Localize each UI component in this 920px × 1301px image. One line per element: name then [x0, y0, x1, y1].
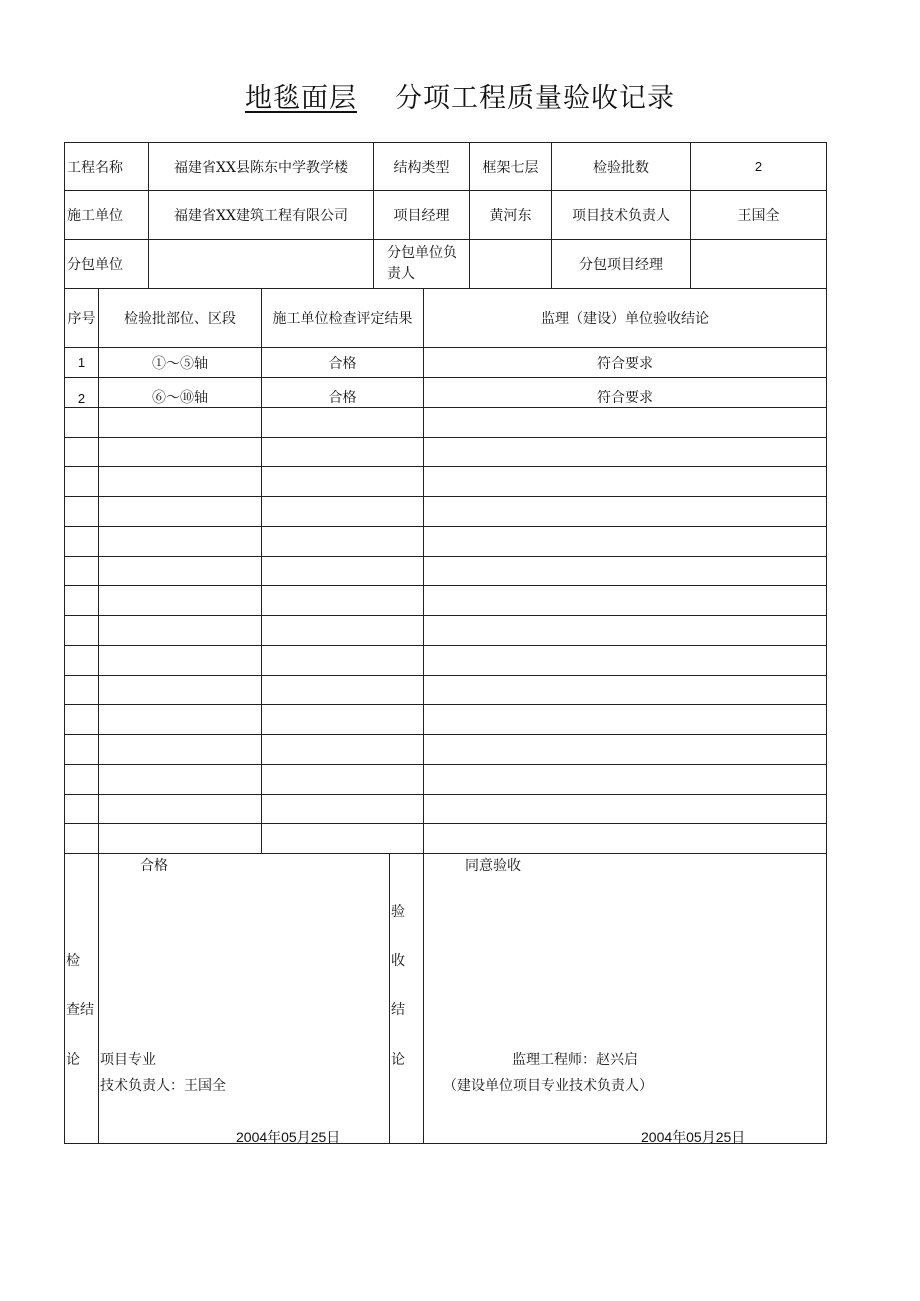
page-title	[0, 76, 920, 115]
row-conclusion: 符合要求	[597, 355, 653, 372]
rule-h	[64, 556, 827, 557]
subcontractor-label: 分包单位	[67, 257, 123, 273]
accept-date: 2004年05月25日	[641, 1129, 746, 1145]
rule-v	[423, 288, 424, 1144]
rule-h	[64, 853, 827, 854]
accept-signer-line1: 监理工程师：赵兴启	[512, 1052, 638, 1068]
title-form-name: 分项工程质量验收记录	[395, 83, 675, 114]
project-name-value: 福建省XX县陈东中学教学楼	[174, 159, 348, 176]
project-manager-value: 黄河东	[489, 208, 532, 224]
col-header-conclusion: 监理（建设）单位验收结论	[541, 311, 709, 327]
row-conclusion: 符合要求	[597, 389, 653, 406]
accept-label-char: 论	[391, 1052, 405, 1068]
check-label-char: 论	[66, 1052, 80, 1068]
row-result: 合格	[328, 389, 357, 406]
row-no: 2	[77, 391, 86, 406]
rule-v-right	[826, 142, 827, 1144]
rule-h	[64, 437, 827, 438]
check-conclusion-text: 合格	[140, 858, 168, 874]
structure-type-value: 框架七层	[482, 159, 539, 176]
subcontractor-value	[149, 240, 373, 288]
row-no: 1	[77, 355, 86, 370]
rule-h	[64, 675, 827, 676]
rule-h	[64, 764, 827, 765]
sub-manager-value	[691, 240, 826, 288]
rule-h	[64, 794, 827, 795]
accept-signer-line2: （建设单位项目专业技术负责人）	[443, 1078, 653, 1094]
sub-lead-label: 分包单位负责人	[387, 245, 457, 282]
col-header-location: 检验批部位、区段	[124, 311, 236, 327]
row-location: ⑥～⑩轴	[152, 389, 208, 406]
sub-manager-label: 分包项目经理	[579, 257, 663, 273]
project-name-label: 工程名称	[67, 159, 123, 176]
accept-label-char: 验	[391, 904, 405, 920]
batch-count-value: 2	[754, 159, 763, 174]
col-header-result: 施工单位检查评定结果	[272, 311, 413, 327]
contractor-label: 施工单位	[67, 208, 123, 224]
structure-type-label: 结构类型	[393, 159, 450, 176]
accept-label-char: 收	[391, 953, 405, 969]
rule-h	[64, 496, 827, 497]
project-manager-label: 项目经理	[393, 208, 450, 224]
rule-h	[64, 704, 827, 705]
rule-h	[64, 615, 827, 616]
rule-h	[64, 645, 827, 646]
check-label-char: 查结	[66, 1002, 94, 1018]
rule-h	[64, 526, 827, 527]
accept-label-char: 结	[391, 1002, 405, 1018]
rule-h	[64, 466, 827, 467]
accept-conclusion-text: 同意验收	[465, 858, 521, 874]
tech-lead-label: 项目技术负责人	[572, 208, 670, 224]
check-label-char: 检	[66, 953, 80, 969]
rule-v	[389, 853, 390, 1144]
sub-lead-value	[470, 240, 551, 288]
col-header-no: 序号	[67, 311, 96, 327]
check-date: 2004年05月25日	[236, 1129, 341, 1145]
title-item-name: 地毯面层	[245, 83, 357, 114]
rule-h	[64, 734, 827, 735]
check-signer-line2: 技术负责人：王国全	[100, 1078, 226, 1094]
check-signer-line1: 项目专业	[100, 1052, 156, 1068]
row-location: ①～⑤轴	[152, 355, 208, 372]
contractor-value: 福建省XX建筑工程有限公司	[174, 208, 348, 224]
tech-lead-value: 王国全	[737, 208, 780, 224]
batch-count-label: 检验批数	[593, 159, 649, 176]
rule-h	[64, 823, 827, 824]
rule-h	[64, 585, 827, 586]
rule-v	[98, 288, 99, 1144]
row-result: 合格	[328, 355, 357, 372]
